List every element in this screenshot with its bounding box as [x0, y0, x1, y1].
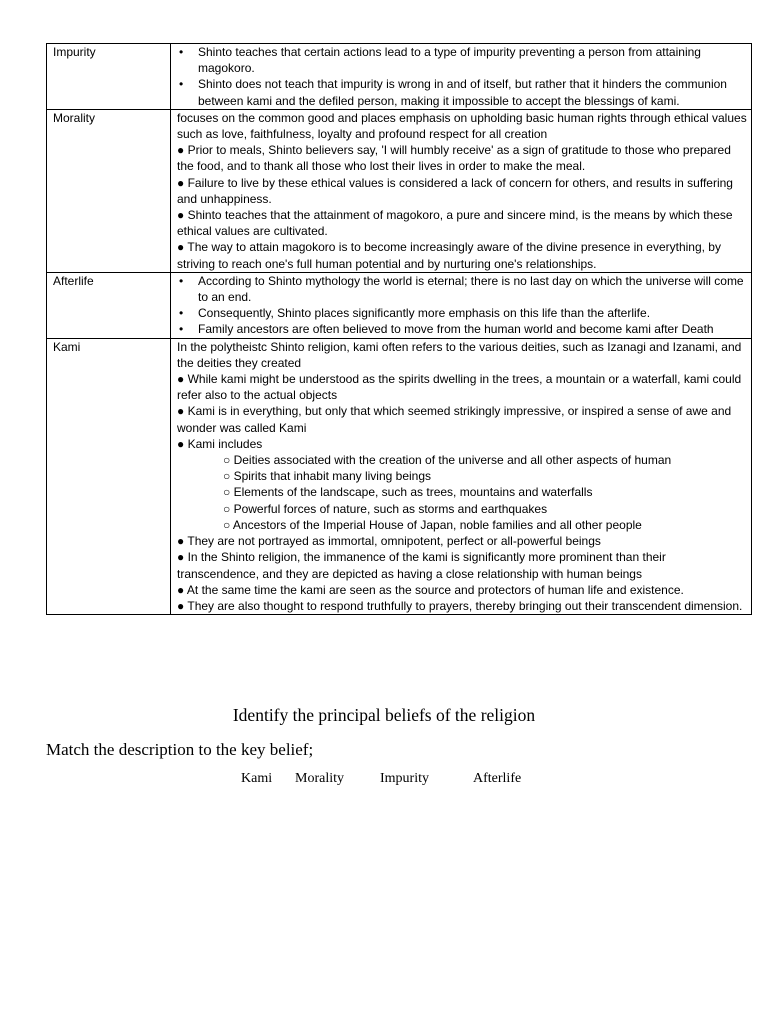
sub-list-item: ○ Spirits that inhabit many living beings — [223, 469, 432, 484]
paragraph-line: ● While kami might be understood as the spirits dwelling in the trees, a mountain or a waterfall, kami could refer also to the actual objects — [177, 372, 742, 403]
choice-morality: Morality — [295, 771, 344, 786]
list-item: • Consequently, Shinto places significantly more emphasis on this life than the afterlife. — [198, 305, 749, 321]
paragraph-line: ● Failure to live by these ethical values is considered a lack of concern for others, and results in suffering and unhappiness. — [177, 175, 733, 206]
table-row-impurity — [47, 44, 752, 110]
term-cell: Impurity — [47, 44, 171, 110]
answer-choices — [0, 771, 768, 791]
sub-list-item: ○ Ancestors of the Imperial House of Japan, noble families and all other people — [223, 517, 642, 532]
list-item: • According to Shinto mythology the world is eternal; there is no last day on which the universe will come to an end. — [198, 273, 749, 305]
choice-afterlife: Afterlife — [473, 771, 522, 786]
paragraph-line: ● They are also thought to respond truthfully to prayers, thereby bringing out their transcendent dimension. — [177, 598, 743, 613]
list-item: • Shinto does not teach that impurity is wrong in and of itself, but rather that it hinders the communion between kami and the defiled person, making it impossible to accept the blessings of kami. — [198, 76, 749, 108]
paragraph-line: In the polytheistc Shinto religion, kami often refers to the various deities, such as Izanagi and Izanami, and the deities they created — [177, 339, 742, 370]
table-row-kami — [47, 338, 752, 614]
paragraph-line: focuses on the common good and places emphasis on upholding basic human rights through ethical values such as love, faithfulness, loyalty and profound respect for all creation — [177, 110, 747, 142]
choice-kami: Kami — [241, 771, 273, 786]
description-cell — [171, 338, 752, 614]
paragraph-line: ● At the same time the kami are seen as the source and protectors of human life and existence. — [177, 582, 684, 597]
description-cell — [171, 109, 752, 272]
paragraph-line: ● Kami is in everything, but only that which seemed strikingly impressive, or inspired a sense of awe and wonder was called Kami — [177, 404, 732, 435]
paragraph-line: ● Prior to meals, Shinto believers say, 'I will humbly receive' as a sign of gratitude to those who prepared the food, and to thank all those who lost their lives in order to make the meal. — [177, 143, 731, 174]
sub-list-item: ○ Deities associated with the creation of the universe and all other aspects of human — [223, 453, 672, 468]
paragraph-line: ● They are not portrayed as immortal, omnipotent, perfect or all-powerful beings — [177, 534, 601, 549]
beliefs-table — [46, 43, 752, 615]
paragraph-line: ● Shinto teaches that the attainment of magokoro, a pure and sincere mind, is the means by which these ethical values are cultivated. — [177, 208, 733, 239]
section-heading: Identify the principal beliefs of the religion — [232, 705, 536, 725]
bullet-list — [177, 44, 749, 109]
description-cell — [171, 272, 752, 338]
sub-list-item: ○ Elements of the landscape, such as trees, mountains and waterfalls — [223, 485, 593, 500]
bullet-list — [177, 273, 749, 338]
term-cell: Morality — [47, 109, 171, 272]
table-row-afterlife — [47, 272, 752, 338]
list-item: • Shinto teaches that certain actions lead to a type of impurity preventing a person from attaining magokoro. — [198, 44, 749, 76]
instruction-text: Match the description to the key belief; — [46, 740, 314, 759]
paragraph-line: ● In the Shinto religion, the immanence of the kami is significantly more prominent than their transcendence, and they are depicted as having a close relationship with human beings — [177, 550, 666, 581]
paragraph-line: ● The way to attain magokoro is to become increasingly aware of the divine presence in everything, by striving to reach one's full human potential and by nurturing one's relationships. — [177, 240, 721, 271]
paragraph-line: ● Kami includes — [177, 436, 263, 451]
term-cell: Kami — [47, 338, 171, 614]
description-cell — [171, 44, 752, 110]
list-item: • Family ancestors are often believed to move from the human world and become kami after Death — [198, 321, 749, 337]
table-row-morality — [47, 109, 752, 272]
choice-impurity: Impurity — [380, 771, 429, 786]
term-cell: Afterlife — [47, 272, 171, 338]
sub-list-item: ○ Powerful forces of nature, such as storms and earthquakes — [223, 501, 548, 516]
